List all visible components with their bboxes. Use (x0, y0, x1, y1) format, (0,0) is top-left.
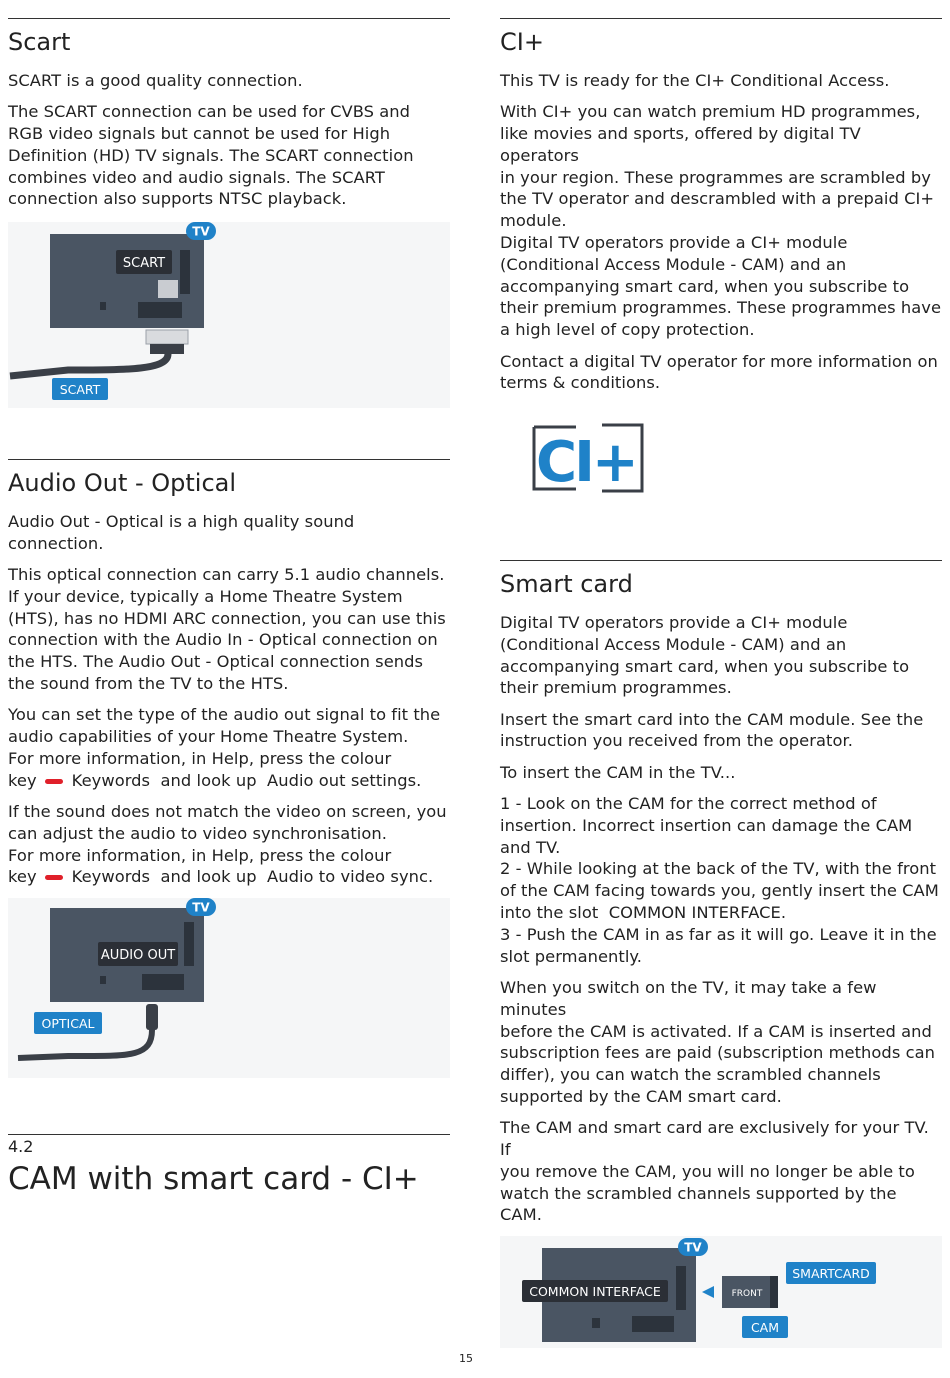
section-rule (500, 560, 942, 561)
page-number: 15 (459, 1352, 473, 1365)
section-rule (8, 459, 450, 460)
tv-badge: TV (192, 224, 210, 239)
chapter-number: 4.2 (8, 1137, 34, 1156)
optical-heading: Audio Out - Optical (8, 469, 237, 497)
ciplus-paragraph: Contact a digital TV operator for more information on terms & conditions. (500, 351, 938, 393)
cam-insertion-illustration (500, 1236, 942, 1348)
ciplus-logo (530, 421, 650, 497)
section-rule (8, 18, 450, 19)
smartcard-paragraph: Digital TV operators provide a CI+ module (Conditional Access Module - CAM) and an accompanying smart card, when you subscribe to their premium programmes. (500, 613, 910, 698)
optical-paragraph: Audio Out - Optical is a high quality sound connection. (8, 512, 355, 553)
optical-connection-illustration (8, 898, 450, 1078)
tv-badge: TV (684, 1240, 702, 1255)
red-colour-key-icon (45, 779, 63, 784)
ciplus-logo-text: CI+ (536, 430, 636, 496)
smartcard-steps: 1 - Look on the CAM for the correct method of insertion. Incorrect insertion can damage the CAM and TV. 2 - While looking at the back of the TV, with the front of the CAM facing towards you, gently insert the CAM into the slot COMMON INTERFACE. 3 - Push the CAM in as far as it will go. Leave it in the slot permanently. (500, 794, 939, 966)
section-rule (8, 1134, 450, 1135)
tv-badge: TV (192, 900, 210, 915)
smartcard-label: SMARTCARD (792, 1265, 870, 1281)
scart-port-label: SCART (122, 255, 166, 271)
chapter-section (8, 1134, 450, 1197)
ciplus-heading: CI+ (500, 28, 544, 56)
help-link[interactable]: Help (211, 748, 249, 768)
scart-paragraph: SCART is a good quality connection. (8, 71, 303, 90)
audio-out-port-label: AUDIO OUT (100, 947, 176, 963)
help-term[interactable]: Audio out settings (267, 770, 417, 790)
help-term[interactable]: COMMON INTERFACE (608, 903, 781, 923)
ciplus-paragraph: This TV is ready for the CI+ Conditional Access. (500, 71, 890, 90)
optical-cable-label: OPTICAL (41, 1015, 95, 1031)
keywords-link[interactable]: Keywords (71, 770, 151, 790)
chapter-title: CAM with smart card - CI+ (8, 1161, 419, 1197)
optical-section (8, 459, 450, 1078)
ciplus-paragraph: With CI+ you can watch premium HD programmes, like movies and sports, offered by digital TV operators in your region. These programmes are scrambled by the TV operator and descrambled with a prepaid CI+ module. Digital TV operators provide a CI+ module (Conditional Access Module - CAM) and an accompanying smart card, when you subscribe to their premium programmes. These programmes have a high level of copy protection. (500, 102, 942, 340)
cam-label: CAM (750, 1319, 780, 1335)
smartcard-paragraph: The CAM and smart card are exclusively for your TV. If you remove the CAM, you will no longer be able to watch the scrambled channels supported by the CAM. (500, 1118, 929, 1225)
cam-front-label: FRONT (731, 1288, 763, 1299)
smartcard-paragraph: When you switch on the TV, it may take a few minutes before the CAM is activated. If a CAM is inserted and subscription fees are paid (subscription methods can differ), you can watch the scrambled channels supported by the CAM smart card. (500, 977, 935, 1106)
help-term[interactable]: Audio to video sync (267, 867, 429, 887)
smartcard-section (500, 560, 942, 1348)
section-rule (500, 18, 942, 19)
smartcard-paragraph: To insert the CAM in the TV... (500, 762, 736, 782)
scart-cable-label: SCART (59, 381, 101, 397)
optical-paragraph: This optical connection can carry 5.1 audio channels. If your device, typically a Home Theatre System (HTS), has no HDMI ARC connection, you can use this connection with the Audio In - Optical connection on the HTS. The Audio Out - Optical connection sends the sound from the TV to the HTS. (8, 565, 446, 694)
scart-paragraph: The SCART connection can be used for CVBS and RGB video signals but cannot be used for High Definition (HD) TV signals. The SCART connection combines video and audio signals. The SCART connection also supports NTSC playback. (8, 102, 414, 209)
optical-paragraph: If the sound does not match the video on screen, you can adjust the audio to video synchronisation. For more information, in Help, press the colour key Keywords and look up Audio to video sync. (8, 802, 447, 887)
smartcard-heading: Smart card (500, 570, 633, 598)
common-interface-slot-label: COMMON INTERFACE (529, 1283, 661, 1299)
red-colour-key-icon (45, 875, 63, 880)
keywords-link[interactable]: Keywords (71, 867, 151, 887)
help-link[interactable]: Help (211, 845, 249, 865)
scart-heading: Scart (8, 28, 71, 56)
optical-paragraph: You can set the type of the audio out signal to fit the audio capabilities of your Home Theatre System. For more information, in Help, press the colour key Keywords and look up Audio out settings. (8, 705, 441, 790)
scart-section (8, 18, 450, 410)
smartcard-paragraph: Insert the smart card into the CAM module. See the instruction you received from the operator. (500, 709, 924, 751)
scart-plug (146, 330, 188, 344)
scart-connection-illustration (8, 220, 450, 410)
ciplus-section (500, 18, 942, 497)
